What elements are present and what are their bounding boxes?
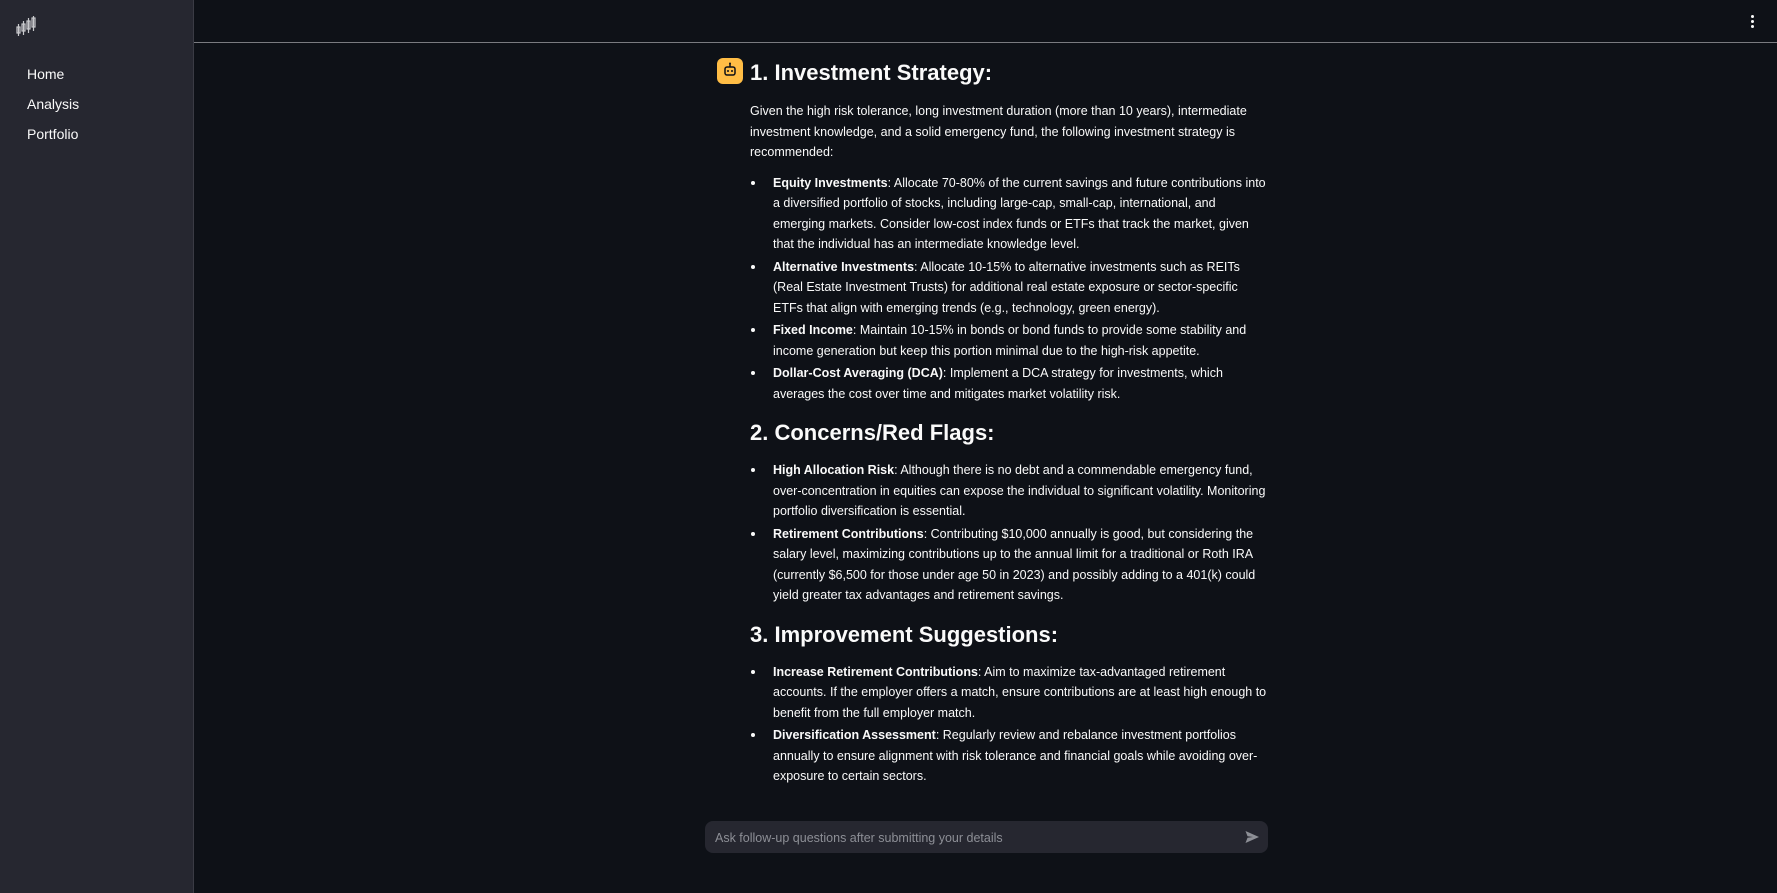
list-item: [773, 725, 1268, 787]
top-bar: [194, 0, 1777, 43]
item-text: : Implement a DCA strategy for investments, which averages the cost over time and mitigates market volatility risk.: [773, 366, 1223, 401]
sidebar-item-portfolio[interactable]: Portfolio: [27, 126, 79, 142]
bullet-list: [750, 662, 1268, 787]
item-text: : Although there is no debt and a commendable emergency fund, over-concentration in equities can expose the individual to significant volatility. Monitoring portfolio diversification is essential.: [773, 463, 1266, 518]
list-item: [773, 257, 1268, 319]
item-title: Increase Retirement Contributions: [773, 664, 978, 679]
kebab-menu-icon[interactable]: [1751, 15, 1755, 29]
item-title: Equity Investments: [773, 175, 888, 190]
robot-icon: [717, 58, 743, 84]
sidebar-item-home[interactable]: Home: [27, 66, 65, 82]
item-text: : Allocate 10-15% to alternative investments such as REITs (Real Estate Investment Trusts) for additional real estate exposure or sector-specific ETFs that align with emerging trends (e.g., technology, green energy).: [773, 259, 1240, 315]
item-title: Fixed Income: [773, 323, 853, 337]
list-item: [773, 662, 1268, 724]
chat-input-bar: [705, 821, 1268, 853]
section-intro: Given the high risk tolerance, long investment duration (more than 10 years), intermediate investment knowledge, and a solid emergency fund, the following investment strategy is recommended:: [750, 104, 1247, 159]
bullet-list: [750, 460, 1268, 606]
section-heading: 3. Improvement Suggestions:: [750, 621, 1059, 647]
list-item: [773, 524, 1268, 606]
item-title: Retirement Contributions: [773, 526, 924, 541]
send-icon[interactable]: [1244, 829, 1260, 845]
assistant-message: [750, 58, 1268, 789]
list-item: [773, 173, 1268, 255]
list-item: [773, 363, 1268, 404]
item-text: : Aim to maximize tax-advantaged retirement accounts. If the employer offers a match, ensure contributions are at least high enough to benefit from the full employer match.: [773, 664, 1267, 720]
item-title: High Allocation Risk: [773, 463, 895, 477]
chat-input[interactable]: [713, 821, 1237, 855]
list-item: [773, 460, 1268, 522]
item-title: Alternative Investments: [773, 259, 915, 274]
sidebar-nav: [27, 64, 79, 154]
candlestick-chart-icon[interactable]: [16, 15, 36, 37]
sidebar: [0, 0, 194, 893]
list-item: [773, 320, 1268, 361]
bullet-list: [750, 173, 1268, 405]
item-title: Dollar-Cost Averaging (DCA): [773, 366, 943, 380]
item-text: : Allocate 70-80% of the current savings and future contributions into a diversified portfolio of stocks, including large-cap, small-cap, international, and emerging markets. Consider low-cost index funds or ETFs that track the market, given that the individual has an intermediate knowledge level.: [773, 175, 1266, 251]
sidebar-item-analysis[interactable]: Analysis: [27, 96, 80, 112]
section-heading: 1. Investment Strategy:: [750, 60, 993, 85]
item-text: : Contributing $10,000 annually is good, but considering the salary level, maximizing contributions up to the annual limit for a traditional or Roth IRA (currently $6,500 for those under age 50 in 2023) and possibly adding to a 401(k) could yield greater tax advantages and retirement savings.: [773, 526, 1256, 602]
item-title: Diversification Assessment: [773, 728, 936, 742]
item-text: : Maintain 10-15% in bonds or bond funds to provide some stability and income generation but keep this portion minimal due to the high-risk appetite.: [773, 323, 1247, 358]
item-text: : Regularly review and rebalance investment portfolios annually to ensure alignment with risk tolerance and financial goals while avoiding over-exposure to certain sectors.: [773, 728, 1258, 783]
section-heading: 2. Concerns/Red Flags:: [750, 420, 995, 445]
